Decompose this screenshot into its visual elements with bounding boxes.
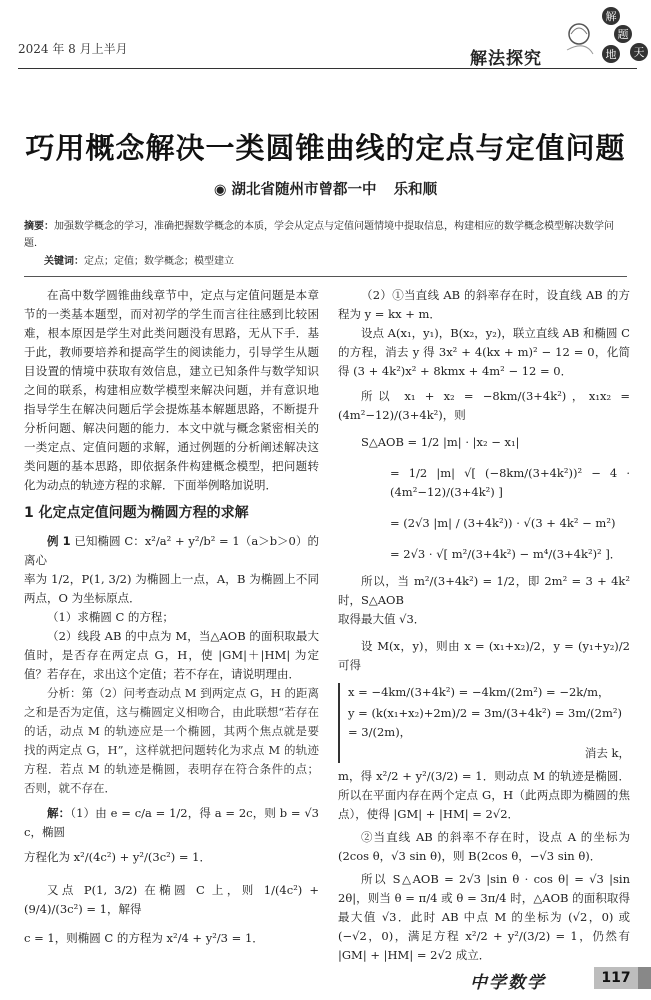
right-column (338, 286, 630, 965)
locus-conclusion: m，得 x²/2 + y²/(3/2) = 1．则动点 M 的轨迹是椭圆．所以在平面内存在两个定点 G，H（此两点即为椭圆的焦点），使得 |GM| + |HM| = 2√2． (338, 769, 630, 821)
issue-date: 2024 年 8 月上半月 (18, 42, 128, 56)
column-title: 解法探究 (470, 49, 542, 69)
left-column (24, 286, 319, 948)
area-eq-3: = (2√3 |m| / (3+4k²)) · √(3 + 4k² − m²) (390, 516, 616, 530)
keywords-text: 定点；定值；数学概念；模型建立 (84, 256, 234, 267)
abstract-label: 摘要： (24, 221, 54, 232)
midpoint-system (338, 683, 630, 763)
header-rule (18, 68, 637, 69)
example-text-b: 率为 1/2，P(1, 3/2) 为椭圆上一点，A，B 为椭圆上不同两点，O 为坐标原点． (24, 572, 319, 605)
logo-char-2: 题 (617, 28, 629, 41)
solution-text-1: （1）由 e = c/a = 1/2，得 a = 2c，则 b = √3 c，椭圆 (24, 806, 320, 839)
author-line (0, 178, 651, 199)
system-eq-y: y = (k(x₁+x₂)+2m)/2 = 3m/(3+4k²) = 3m/(2m²) = 3/(2m)， (348, 706, 622, 739)
vieta-line: 所以 x₁ + x₂ = −8km/(3+4k²)，x₁x₂ = (4m²−12)/(3+4k²)，则 (338, 389, 630, 422)
case2-conclusion: 所以 S△AOB = 2√3 |sin θ · cos θ| = √3 |sin 2θ|，则当 θ = π/4 或 θ = 3π/4 时，△AOB 的面积取得最大值 √3．此时 AB 中点 M 的坐标为 (√2，0) 或 (−√2，0)，满足方程 x²/2 + y²/(3/2) = 1，仍然有 |GM| + |HM| = 2√2 成立． (338, 872, 630, 962)
column-logo-icon (565, 4, 649, 66)
logo-char-4: 地 (605, 48, 617, 61)
keywords-label: 关键词： (44, 256, 84, 267)
solution-line-4: c = 1，则椭圆 C 的方程为 x²/4 + y²/3 = 1． (24, 931, 264, 945)
area-eq-2: = 1/2 |m| √[ (−8km/(3+4k²))² − 4 · (4m²−12)/(3+4k²) ] (390, 466, 630, 499)
page-header (0, 0, 651, 74)
page-number: 117 (594, 967, 638, 989)
part2-setup: 设点 A(x₁，y₁)，B(x₂，y₂)，联立直线 AB 和椭圆 C 的方程，消去 y 得 3x² + 4(kx + m)² − 12 = 0，化简得 (3 + 4k²)x² + 8kmx + 4m² − 12 = 0． (338, 326, 630, 378)
journal-brand: 中学数学 (470, 973, 546, 993)
article-title: 巧用概念解决一类圆锥曲线的定点与定值问题 (25, 131, 626, 165)
abstract-divider (24, 276, 627, 277)
solution-line-3: 又点 P(1, 3/2) 在椭圆 C 上，则 1/(4c²) + (9/4)/(3c²) = 1，解得 (24, 883, 319, 916)
solution-line-1 (24, 804, 319, 842)
area-eq-4: = 2√3 · √[ m²/(3+4k²) − m⁴/(3+4k²)² ]． (390, 547, 622, 561)
author-name: 乐和顺 (393, 182, 438, 198)
midpoint-setup: 设 M(x，y)，则由 x = (x₁+x₂)/2，y = (y₁+y₂)/2 可得 (338, 639, 630, 672)
analysis-paragraph: 分析：第（2）问考查动点 M 到两定点 G，H 的距离之和是否为定值，这与椭圆定义相吻合，由此联想“若存在的话，动点 M 的轨迹应是一个椭圆，其两个焦点就是要找的两定点 G，H”，这样就把问题转化为求点 M 的轨迹方程．若点 M 的轨迹是椭圆，表明存在符合条件的点；否则，就不存在． (24, 686, 319, 795)
intro-paragraph: 在高中数学圆锥曲线章节中，定点与定值问题是本章节的一类基本题型，而对初学的学生而言往往感到比较困难，根本原因是学生对此类问题没有思路，无从下手．基于此，教师要培养和提高学生的阅读能力，引导学生从题目设置的情境中获取有效信息，建立已知条件与数学知识之间的联系，构建相应数学模型来解决问题，并有意识地指导学生在解决问题后学会提炼基本解题思路，不断提升分析问题、解决问题的能力．本文中就与概念紧密相关的一类定点、定值问题的求解，通过例题的分析阐述解决这类问题的基本思路，即依据条件构建概念模型，把问题转化为动点的轨迹方程的求解．下面举例略加说明． (24, 288, 319, 492)
logo-char-3: 天 (633, 46, 645, 59)
abstract (24, 218, 627, 252)
solution-line-2: 方程化为 x²/(4c²) + y²/(3c²) = 1． (24, 850, 211, 864)
part2-case2: ②当直线 AB 的斜率不存在时，设点 A 的坐标为 (2cos θ，√3 sin θ)，则 B(2cos θ，−√3 sin θ)． (338, 830, 630, 863)
page-tab (638, 967, 651, 989)
max-value: 取得最大值 √3． (338, 612, 426, 626)
system-tail: 消去 k， (584, 746, 630, 760)
abstract-text: 加强数学概念的学习，准确把握数学概念的本质，学会从定点与定值问题情境中提取信息，构建相应的数学概念模型解决数学问题． (24, 221, 614, 249)
system-eq-x: x = −4km/(3+4k²) = −4km/(2m²) = −2k/m， (348, 685, 610, 699)
solution-label: 解： (47, 806, 71, 820)
author-unit: ◉ 湖北省随州市曾都一中 (213, 182, 377, 198)
example-label: 例 1 (47, 534, 71, 548)
logo-char-1: 解 (605, 10, 617, 23)
section-heading: 1 化定点定值问题为椭圆方程的求解 (24, 505, 249, 521)
area-eq-1: S△AOB = 1/2 |m| · |x₂ − x₁| (361, 435, 520, 449)
example-text-a: 已知椭圆 C：x²/a² + y²/b² = 1（a＞b＞0）的离心 (24, 534, 320, 567)
part2-case1: （2）①当直线 AB 的斜率存在时，设直线 AB 的方程为 y = kx + m． (338, 288, 630, 321)
question-1: （1）求椭圆 C 的方程； (47, 610, 174, 624)
question-2: （2）线段 AB 的中点为 M，当△AOB 的面积取最大值时，是否存在两定点 G，H，使 |GM|＋|HM| 为定值？若存在，求出这个定值；若不存在，请说明理由． (24, 629, 319, 681)
max-condition: 所以，当 m²/(3+4k²) = 1/2，即 2m² = 3 + 4k² 时，S△AOB (338, 574, 630, 607)
keywords (44, 252, 234, 267)
example-statement (24, 532, 319, 570)
